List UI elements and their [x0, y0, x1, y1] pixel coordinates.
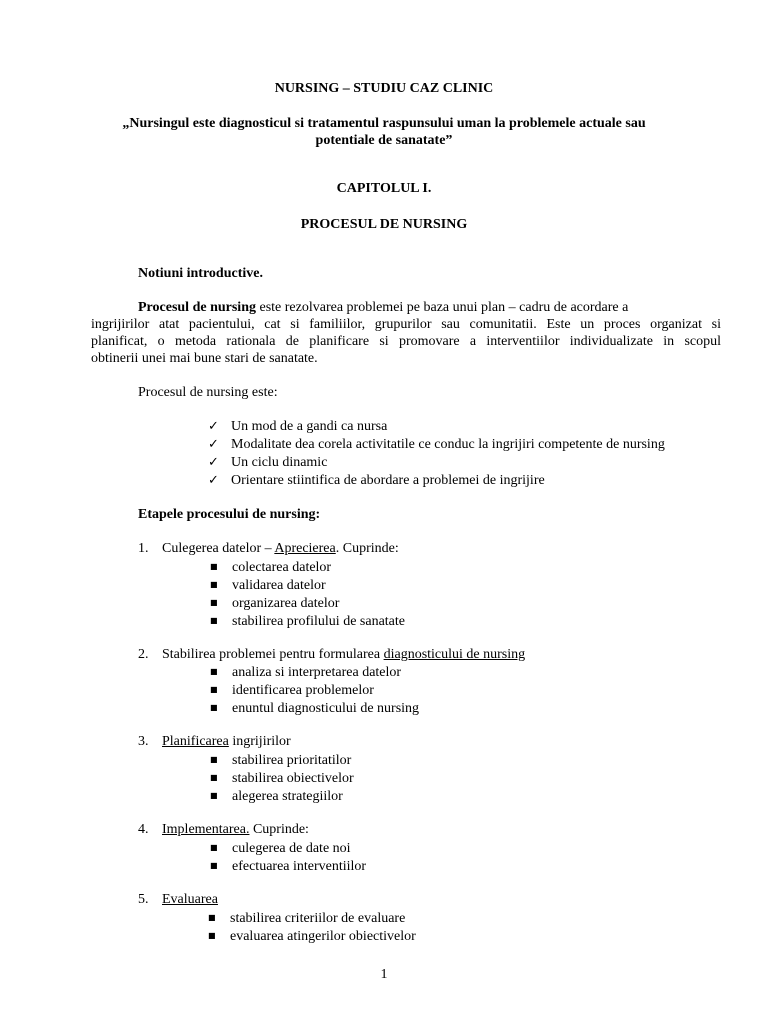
- bullet-icon: ■: [210, 843, 218, 852]
- page-number: 1: [380, 967, 388, 982]
- stage-3-item: ■ stabilirea prioritatilor: [210, 753, 352, 768]
- process-lead: Procesul de nursing este:: [138, 385, 278, 400]
- stage-2-heading: 2. Stabilirea problemei pentru formularea diagnosticului de nursing: [138, 647, 526, 662]
- bullet-icon: ■: [210, 685, 218, 694]
- intro-heading: Notiuni introductive.: [138, 266, 263, 281]
- stage-2-item: ■ analiza si interpretarea datelor: [210, 665, 402, 680]
- checkmark-icon: ✓: [208, 437, 219, 452]
- stage-1-item: ■ validarea datelor: [210, 578, 326, 593]
- stage-4-heading: 4. Implementarea. Cuprinde:: [138, 822, 309, 837]
- stage-5-item: ■ evaluarea atingerilor obiectivelor: [208, 929, 416, 944]
- bullet-icon: ■: [210, 755, 218, 764]
- check-item: ✓ Un mod de a gandi ca nursa: [208, 419, 388, 434]
- quote-line-2: potentiale de sanatate”: [315, 133, 453, 148]
- stage-3-item: ■ stabilirea obiectivelor: [210, 771, 354, 786]
- stage-1-item: ■ organizarea datelor: [210, 596, 340, 611]
- checkmark-icon: ✓: [208, 455, 219, 470]
- chapter-label: CAPITOLUL I.: [336, 181, 432, 196]
- check-item: ✓ Orientare stiintifica de abordare a problemei de ingrijire: [208, 473, 545, 488]
- bullet-icon: ■: [210, 580, 218, 589]
- checkmark-icon: ✓: [208, 419, 219, 434]
- stage-3-heading: 3. Planificarea ingrijirilor: [138, 734, 291, 749]
- stage-3-item: ■ alegerea strategiilor: [210, 789, 343, 804]
- bullet-icon: ■: [210, 616, 218, 625]
- stage-2-item: ■ enuntul diagnosticului de nursing: [210, 701, 420, 716]
- bullet-icon: ■: [208, 913, 216, 922]
- stage-4-item: ■ culegerea de date noi: [210, 841, 351, 856]
- stage-1-item: ■ colectarea datelor: [210, 560, 332, 575]
- check-item: ✓ Modalitate dea corela activitatile ce conduc la ingrijiri competente de nursing: [208, 437, 665, 452]
- intro-line-4: obtinerii unei mai bune stari de sanatate.: [91, 351, 318, 366]
- stages-heading: Etapele procesului de nursing:: [138, 507, 321, 522]
- intro-line-3: planificat, o metoda rationala de planificare si promovare a interventiilor individualizate in scopul: [91, 334, 721, 349]
- stage-2-item: ■ identificarea problemelor: [210, 683, 374, 698]
- check-item: ✓ Un ciclu dinamic: [208, 455, 328, 470]
- stage-1-item: ■ stabilirea profilului de sanatate: [210, 614, 405, 629]
- bullet-icon: ■: [210, 562, 218, 571]
- bullet-icon: ■: [210, 791, 218, 800]
- document-title: NURSING – STUDIU CAZ CLINIC: [274, 81, 494, 96]
- stage-5-item: ■ stabilirea criteriilor de evaluare: [208, 911, 406, 926]
- bullet-icon: ■: [210, 861, 218, 870]
- stage-4-item: ■ efectuarea interventiilor: [210, 859, 367, 874]
- bullet-icon: ■: [210, 703, 218, 712]
- bullet-icon: ■: [210, 667, 218, 676]
- chapter-title: PROCESUL DE NURSING: [300, 217, 468, 232]
- bullet-icon: ■: [210, 773, 218, 782]
- intro-line-2: ingrijirilor atat pacientului, cat si familiilor, grupurilor sau comunitatii. Este un proces organizat si: [91, 317, 721, 332]
- bullet-icon: ■: [210, 598, 218, 607]
- intro-line-1: este rezolvarea problemei pe baza unui plan – cadru de acordare a: [255, 300, 629, 315]
- bullet-icon: ■: [208, 931, 216, 940]
- intro-term: Procesul de nursing: [138, 300, 256, 315]
- stage-5-heading: 5. Evaluarea: [138, 892, 218, 907]
- stage-1-heading: 1. Culegerea datelor – Aprecierea. Cuprinde:: [138, 541, 399, 556]
- intro-paragraph: [91, 299, 721, 367]
- checkmark-icon: ✓: [208, 473, 219, 488]
- quote-line-1: „Nursingul este diagnosticul si tratamentul raspunsului uman la problemele actuale sau: [122, 116, 646, 131]
